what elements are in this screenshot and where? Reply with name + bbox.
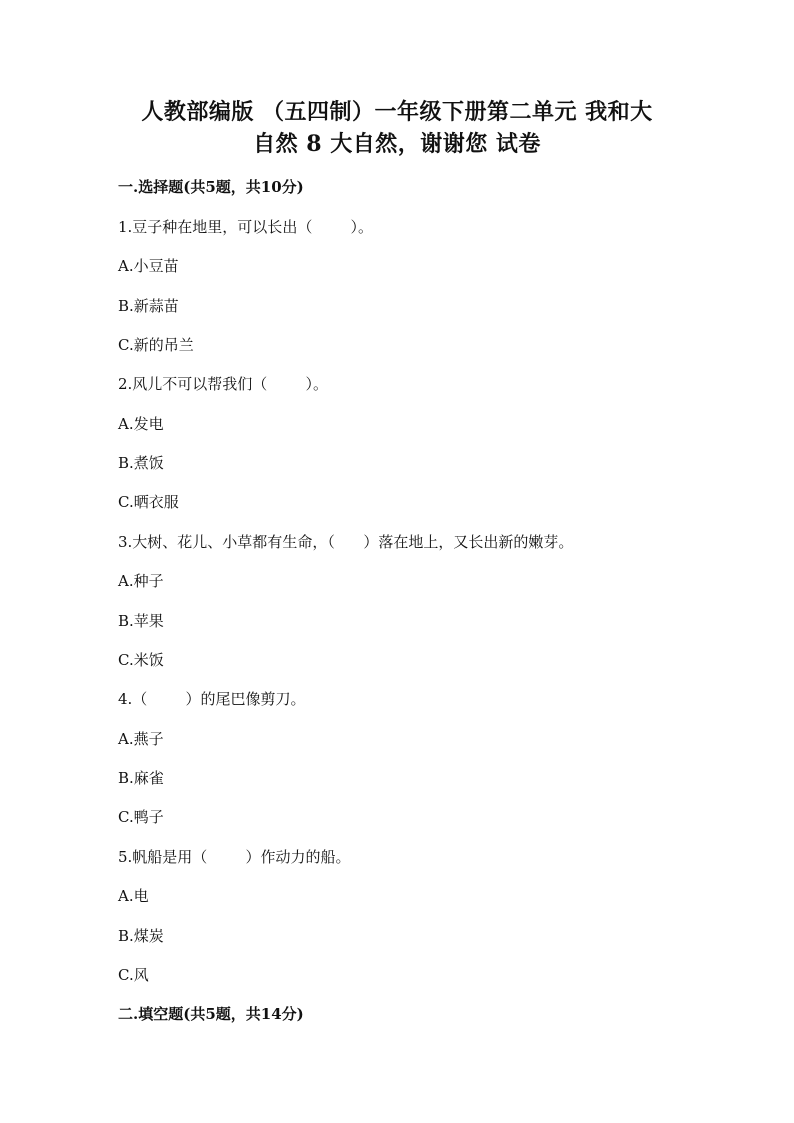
- question-1-option-c: C.新的吊兰: [118, 336, 194, 354]
- question-5-stem: 5.帆船是用（ ）作动力的船。: [118, 848, 351, 866]
- question-2-option-b: B.煮饭: [118, 454, 164, 472]
- question-1-option-a: A.小豆苗: [118, 257, 179, 275]
- question-3-option-c: C.米饭: [118, 651, 164, 669]
- question-5-option-c: C.风: [118, 966, 149, 984]
- question-1-option-b: B.新蒜苗: [118, 297, 179, 315]
- question-1-stem: 1.豆子种在地里，可以长出（ ）。: [118, 218, 373, 236]
- question-4-option-c: C.鸭子: [118, 808, 164, 826]
- document-title-line-1: 人教部编版 （五四制）一年级下册第二单元 我和大: [141, 99, 653, 125]
- question-4-option-a: A.燕子: [118, 730, 164, 748]
- question-4-stem: 4.（ ）的尾巴像剪刀。: [118, 690, 306, 708]
- question-2-option-a: A.发电: [118, 415, 164, 433]
- question-3-option-b: B.苹果: [118, 612, 164, 630]
- document-title-line-2: 自然 8 大自然，谢谢您 试卷: [253, 131, 541, 157]
- question-5-option-b: B.煤炭: [118, 927, 164, 945]
- question-3-stem: 3.大树、花儿、小草都有生命，（ ）落在地上，又长出新的嫩芽。: [118, 533, 574, 551]
- question-5-option-a: A.电: [118, 887, 149, 905]
- question-3-option-a: A.种子: [118, 572, 164, 590]
- question-2-option-c: C.晒衣服: [118, 493, 179, 511]
- question-4-option-b: B.麻雀: [118, 769, 164, 787]
- section-heading-fill-in-blank: 二.填空题(共5题，共14分): [118, 1005, 304, 1023]
- section-heading-multiple-choice: 一.选择题(共5题，共10分): [118, 178, 304, 196]
- question-2-stem: 2.风儿不可以帮我们（ ）。: [118, 375, 328, 393]
